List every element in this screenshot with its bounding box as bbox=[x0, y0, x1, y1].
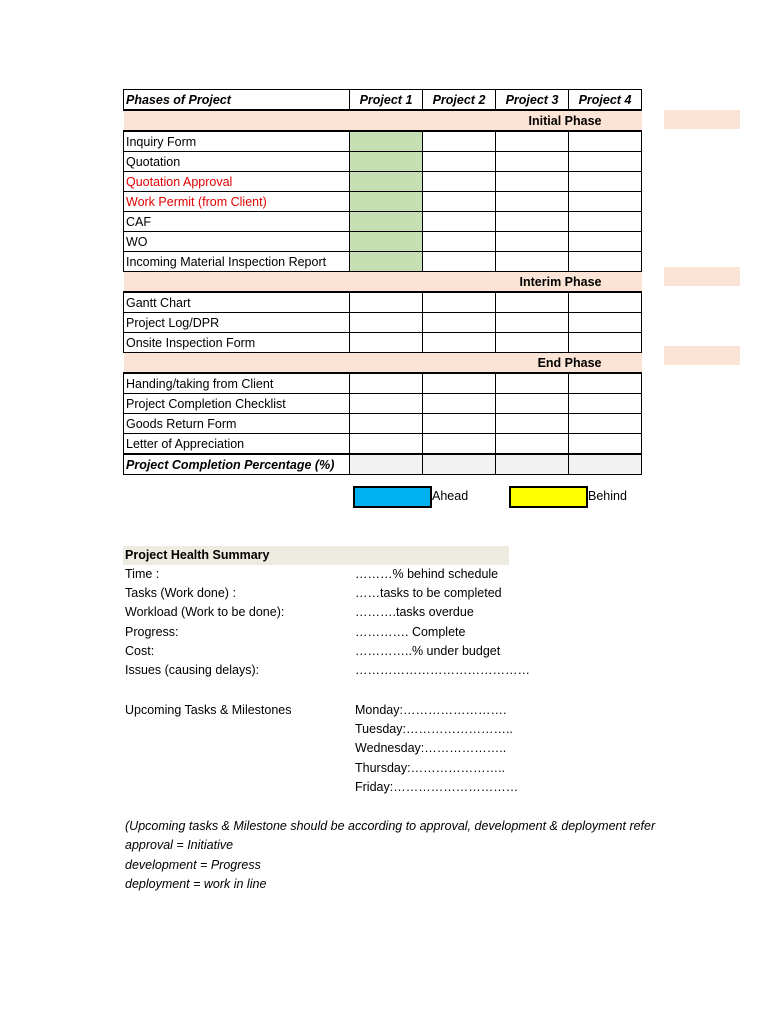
row-label: Work Permit (from Client) bbox=[124, 192, 350, 212]
cell-project-2[interactable] bbox=[423, 152, 496, 172]
cell-project-4[interactable] bbox=[569, 373, 642, 394]
cell-project-1[interactable] bbox=[350, 152, 423, 172]
completion-percentage-label: Project Completion Percentage (%) bbox=[124, 454, 350, 475]
cell-project-4[interactable] bbox=[569, 434, 642, 455]
table-row bbox=[124, 131, 642, 152]
cell-project-1[interactable] bbox=[350, 131, 423, 152]
cell-project-2[interactable] bbox=[423, 131, 496, 152]
table-row bbox=[124, 172, 642, 192]
summary-value-issues: …………………………………… bbox=[355, 663, 530, 677]
row-label: Handing/taking from Client bbox=[124, 373, 350, 394]
cell-project-4[interactable] bbox=[569, 172, 642, 192]
cell-project-3[interactable] bbox=[496, 252, 569, 272]
phase-band-extension bbox=[664, 110, 740, 129]
cell-project-2[interactable] bbox=[423, 373, 496, 394]
header-project-2: Project 2 bbox=[423, 90, 496, 111]
row-label: Incoming Material Inspection Report bbox=[124, 252, 350, 272]
upcoming-tasks-label: Upcoming Tasks & Milestones bbox=[125, 703, 292, 717]
cell-project-1[interactable] bbox=[350, 172, 423, 192]
cell-project-3[interactable] bbox=[496, 232, 569, 252]
cell-project-3[interactable] bbox=[496, 131, 569, 152]
cell-project-1[interactable] bbox=[350, 394, 423, 414]
row-label: Project Log/DPR bbox=[124, 313, 350, 333]
cell-project-1[interactable] bbox=[350, 192, 423, 212]
cell-project-3[interactable] bbox=[496, 313, 569, 333]
cell-project-4[interactable] bbox=[569, 131, 642, 152]
cell-project-4[interactable] bbox=[569, 394, 642, 414]
row-label: Gantt Chart bbox=[124, 292, 350, 313]
cell-project-4[interactable] bbox=[569, 313, 642, 333]
phase-row-end bbox=[124, 353, 642, 374]
table-row bbox=[124, 192, 642, 212]
legend-behind-label: Behind bbox=[588, 489, 627, 503]
cell-project-3[interactable] bbox=[496, 373, 569, 394]
table-row bbox=[124, 212, 642, 232]
summary-label-progress: Progress: bbox=[125, 625, 179, 639]
cell-project-4[interactable] bbox=[569, 152, 642, 172]
cell-project-2[interactable] bbox=[423, 454, 496, 475]
phase-row-interim bbox=[124, 272, 642, 293]
summary-value-cost: …………..% under budget bbox=[355, 644, 501, 658]
note-development: development = Progress bbox=[125, 858, 261, 872]
cell-project-1[interactable] bbox=[350, 313, 423, 333]
cell-project-2[interactable] bbox=[423, 394, 496, 414]
row-label: Letter of Appreciation bbox=[124, 434, 350, 455]
row-label: Quotation bbox=[124, 152, 350, 172]
day-monday: Monday:……………………. bbox=[355, 703, 507, 717]
cell-project-1[interactable] bbox=[350, 292, 423, 313]
cell-project-1[interactable] bbox=[350, 252, 423, 272]
legend-behind-swatch bbox=[509, 486, 588, 508]
cell-project-3[interactable] bbox=[496, 152, 569, 172]
summary-label-issues: Issues (causing delays): bbox=[125, 663, 260, 677]
cell-project-2[interactable] bbox=[423, 192, 496, 212]
phase-label-initial: Initial Phase bbox=[124, 110, 642, 131]
cell-project-2[interactable] bbox=[423, 333, 496, 353]
summary-label-cost: Cost: bbox=[125, 644, 155, 658]
row-label: Quotation Approval bbox=[124, 172, 350, 192]
summary-label-tasks: Tasks (Work done) : bbox=[125, 586, 236, 600]
cell-project-2[interactable] bbox=[423, 313, 496, 333]
table-row bbox=[124, 373, 642, 394]
day-thursday: Thursday:………………….. bbox=[355, 761, 506, 775]
phase-row-initial bbox=[124, 110, 642, 131]
header-project-3: Project 3 bbox=[496, 90, 569, 111]
summary-value-tasks: ……tasks to be completed bbox=[355, 586, 502, 600]
cell-project-2[interactable] bbox=[423, 212, 496, 232]
cell-project-2[interactable] bbox=[423, 252, 496, 272]
cell-project-4[interactable] bbox=[569, 212, 642, 232]
cell-project-3[interactable] bbox=[496, 172, 569, 192]
row-label: CAF bbox=[124, 212, 350, 232]
cell-project-1[interactable] bbox=[350, 454, 423, 475]
header-phases: Phases of Project bbox=[124, 90, 350, 111]
phase-label-interim: Interim Phase bbox=[124, 272, 642, 293]
table-row bbox=[124, 414, 642, 434]
cell-project-3[interactable] bbox=[496, 333, 569, 353]
cell-project-2[interactable] bbox=[423, 292, 496, 313]
phase-band-extension bbox=[664, 346, 740, 365]
cell-project-2[interactable] bbox=[423, 434, 496, 455]
row-label: Project Completion Checklist bbox=[124, 394, 350, 414]
cell-project-1[interactable] bbox=[350, 212, 423, 232]
project-phases-table bbox=[123, 89, 642, 475]
table-row bbox=[124, 313, 642, 333]
cell-project-3[interactable] bbox=[496, 192, 569, 212]
completion-percentage-row bbox=[124, 454, 642, 475]
summary-label-time: Time : bbox=[125, 567, 160, 581]
cell-project-4[interactable] bbox=[569, 414, 642, 434]
project-health-summary-title: Project Health Summary bbox=[123, 546, 509, 565]
summary-value-progress: …………. Complete bbox=[355, 625, 466, 639]
table-row bbox=[124, 394, 642, 414]
cell-project-2[interactable] bbox=[423, 414, 496, 434]
row-label: Goods Return Form bbox=[124, 414, 350, 434]
legend-ahead-swatch bbox=[353, 486, 432, 508]
header-project-1: Project 1 bbox=[350, 90, 423, 111]
table-header-row bbox=[124, 90, 642, 111]
cell-project-4[interactable] bbox=[569, 232, 642, 252]
table-row bbox=[124, 152, 642, 172]
summary-label-workload: Workload (Work to be done): bbox=[125, 605, 285, 619]
cell-project-1[interactable] bbox=[350, 232, 423, 252]
phase-band-extension bbox=[664, 267, 740, 286]
cell-project-4[interactable] bbox=[569, 333, 642, 353]
summary-value-workload: ……….tasks overdue bbox=[355, 605, 474, 619]
cell-project-3[interactable] bbox=[496, 414, 569, 434]
day-tuesday: Tuesday:…………………….. bbox=[355, 722, 513, 736]
cell-project-1[interactable] bbox=[350, 414, 423, 434]
cell-project-1[interactable] bbox=[350, 333, 423, 353]
cell-project-3[interactable] bbox=[496, 394, 569, 414]
table-row bbox=[124, 252, 642, 272]
day-friday: Friday:………………………… bbox=[355, 780, 519, 794]
table-row bbox=[124, 333, 642, 353]
table-row bbox=[124, 292, 642, 313]
cell-project-2[interactable] bbox=[423, 172, 496, 192]
cell-project-1[interactable] bbox=[350, 434, 423, 455]
note-approval: approval = Initiative bbox=[125, 838, 234, 852]
note-upcoming-tasks: (Upcoming tasks & Milestone should be according to approval, development & deployment refer bbox=[125, 819, 656, 833]
phase-label-end: End Phase bbox=[124, 353, 642, 374]
cell-project-3[interactable] bbox=[496, 212, 569, 232]
summary-value-time: ………% behind schedule bbox=[355, 567, 499, 581]
row-label: WO bbox=[124, 232, 350, 252]
cell-project-4[interactable] bbox=[569, 292, 642, 313]
header-project-4: Project 4 bbox=[569, 90, 642, 111]
cell-project-2[interactable] bbox=[423, 232, 496, 252]
cell-project-3[interactable] bbox=[496, 292, 569, 313]
note-deployment: deployment = work in line bbox=[125, 877, 267, 891]
table-row bbox=[124, 434, 642, 455]
cell-project-4[interactable] bbox=[569, 454, 642, 475]
cell-project-3[interactable] bbox=[496, 454, 569, 475]
row-label: Onsite Inspection Form bbox=[124, 333, 350, 353]
legend-ahead-label: Ahead bbox=[432, 489, 469, 503]
cell-project-1[interactable] bbox=[350, 373, 423, 394]
cell-project-3[interactable] bbox=[496, 434, 569, 455]
row-label: Inquiry Form bbox=[124, 131, 350, 152]
cell-project-4[interactable] bbox=[569, 192, 642, 212]
cell-project-4[interactable] bbox=[569, 252, 642, 272]
table-row bbox=[124, 232, 642, 252]
day-wednesday: Wednesday:……………….. bbox=[355, 741, 507, 755]
